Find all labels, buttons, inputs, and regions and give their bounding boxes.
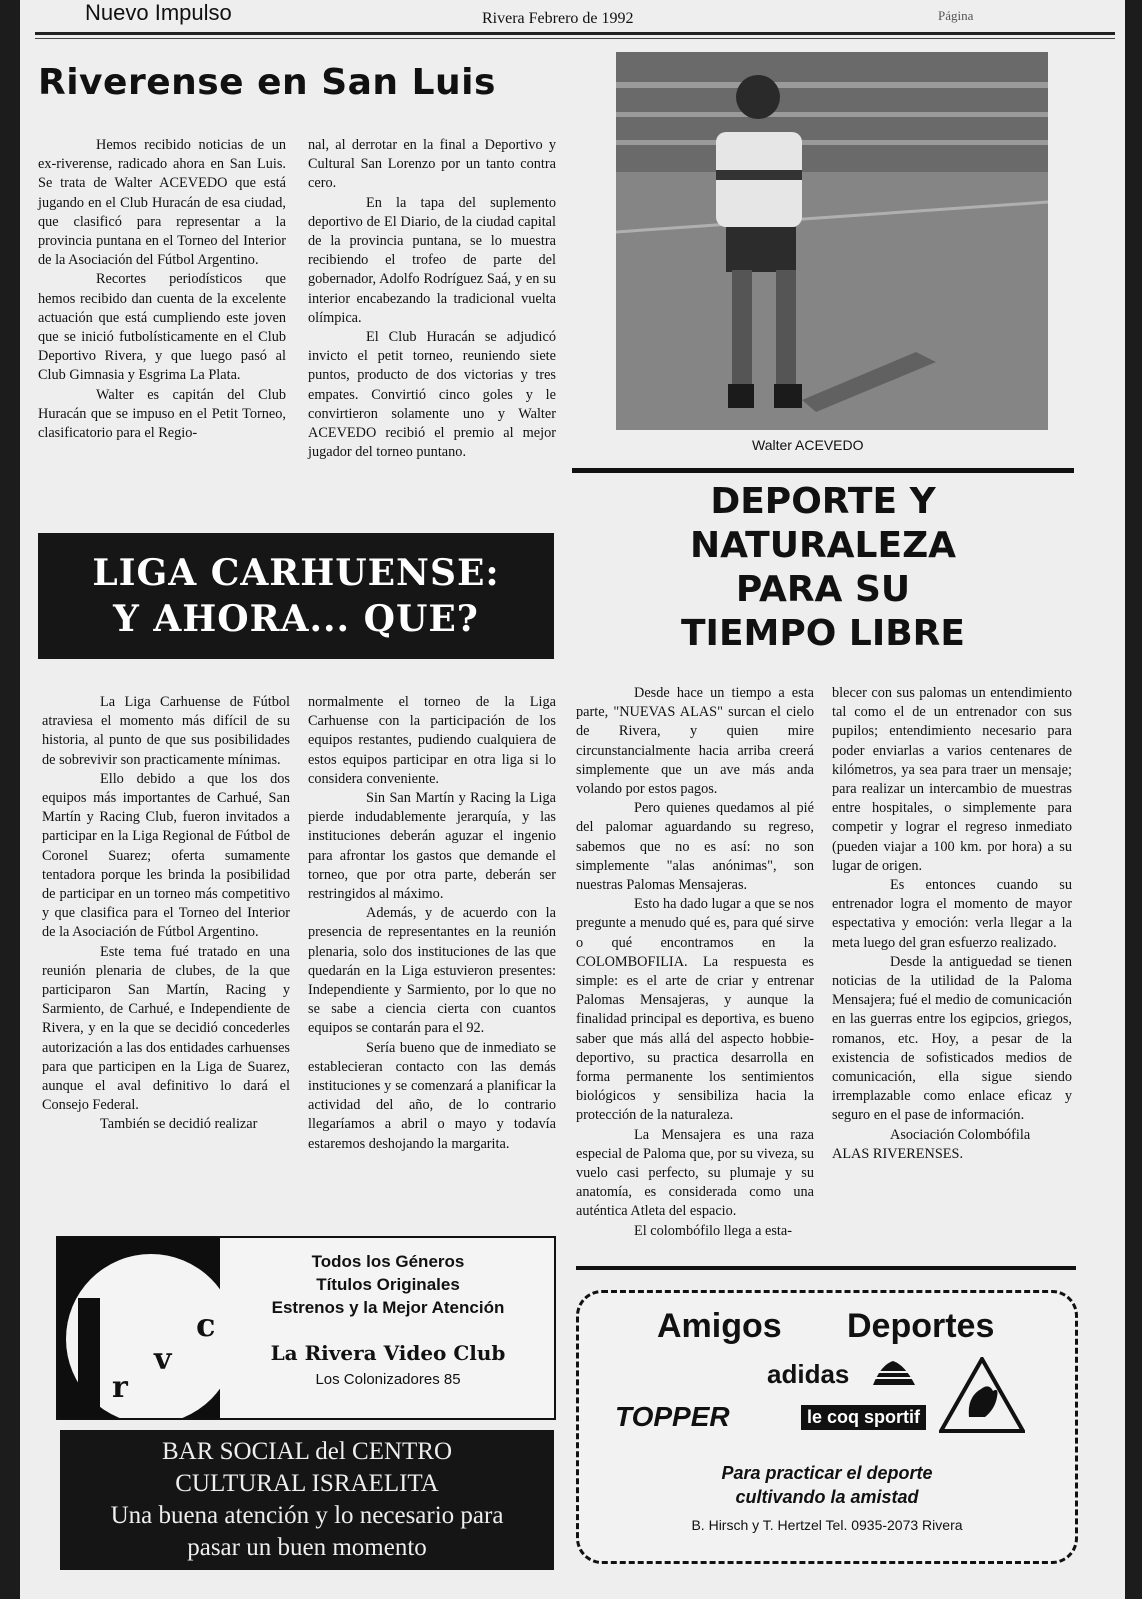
ad-word-deportes: Deportes [847,1307,995,1345]
newspaper-name: Nuevo Impulso [85,0,232,25]
paragraph: Desde la antiguedad se tienen noticias de la utilidad de la Paloma Mensajera; fué el medio de comunicación en las guerras entre los egipcios, griegos, romanos, etc. Hoy, a pesar de la existencia de sofisticados medios de comunicación, ella sigue siendo irremplazable como enlace eficaz y seguro en el pase de información. [832,953,1072,1124]
issue-date: Rivera Febrero de 1992 [482,10,634,27]
ad-word-amigos: Amigos [657,1307,782,1345]
paragraph: Este tema fué tratado en una reunión plenaria de clubes, de la que participaron San Martín, Racing y Sarmiento, de Carhué, e Independiente de Rivera, y en la que se decidió concederles autorización a las dos entidades carhuenses para que participen en la Liga de Suarez, aunque el aval definitivo lo dará el Consejo Federal. [42,943,290,1114]
player-photo-illustration [616,52,1048,430]
ad-slogan-2: cultivando la amistad [735,1487,919,1507]
header-rule [35,32,1115,35]
paragraph: Pero quienes quedamos al pié del palomar aguardando su regreso, sabemos que no es así: no son simplemente "alas anónimas", son nuestras Palomas Mensajeras. [576,800,814,894]
paragraph: nal, al derrotar en la final a Deportivo y Cultural San Lorenzo por un tanto contra cero. [308,137,556,192]
paragraph: La Liga Carhuense de Fútbol atraviesa el momento más difícil de su historia, al punto de que sus posibilidades de sobrevivir son practicamente mínimas. [42,694,290,768]
ad-divider [576,1266,1076,1270]
paragraph: Sería bueno que de inmediato se establecieran contacto con las demás instituciones y se comenzará a planificar la actividad del año, de lo contrario llegaríamos a abril o mayo y todavía estaremos deshojando la margarita. [308,1039,556,1152]
banner-line-2: Y AHORA... QUE? [113,598,479,640]
paragraph: Hemos recibido noticias de un ex-riverense, radicado ahora en San Luis. Se trata de Walter ACEVEDO que está jugando en el Club Huracán de esa ciudad, que clasificó para representar a la provincia puntana en el Torneo del Interior de la Asociación del Fútbol Argentino. [38,137,286,269]
article-title-liga-carhuense [38,533,554,659]
title-line: PARA SU [735,569,911,610]
section-divider [572,468,1074,473]
ad-slogan-1: Para practicar el deporte [721,1463,933,1483]
topper-logo: TOPPER [615,1401,730,1432]
paragraph: Recortes periodísticos que hemos recibido dan cuenta de la excelente actuación que está cumpliendo este joven que se inició futbolísticamente en el Club Deportivo Rivera, y que luego pasó al Club Gimnasia y Esgrima La Plata. [38,271,286,384]
paragraph: La Mensajera es una raza especial de Paloma que, por su viveza, su vuelo casi perfecto, su plumaje y su anatomía, es considerada como una auténtica Atleta del espacio. [576,1126,814,1220]
paragraph: normalmente el torneo de la Liga Carhuense con la participación de los equipos restantes, pudiendo cualquiera de estos equipos participar en otra liga si lo considera conveniente. [308,694,556,787]
ad-contact: B. Hirsch y T. Hertzel Tel. 0935-2073 Rivera [691,1517,963,1533]
rooster-triangle-icon [939,1357,1025,1433]
video-club-name: La Rivera Video Club [270,1341,506,1365]
video-club-logo [58,1238,220,1418]
adidas-trefoil-icon [871,1357,917,1387]
article3-column-2 [832,684,1072,1164]
ad-line: Una buena atención y lo necesario para [110,1502,504,1529]
article-title-riverense: Riverense en San Luis [38,62,496,103]
paragraph: El Club Huracán se adjudicó invicto el petit torneo, reuniendo siete puntos, producto de dos victorias y tres empates. Convirtió cinco goles y le convirtieron solamente uno y Walter ACEVEDO recibió el premio al mejor jugador del torneo puntano. [308,329,556,461]
paragraph: También se decidió realizar [100,1116,258,1133]
paragraph: El colombófilo llega a esta- [634,1222,793,1239]
title-line: DEPORTE Y [710,481,936,522]
adidas-logo: adidas [767,1359,850,1389]
video-club-address: Los Colonizadores 85 [315,1371,461,1388]
newspaper-page [20,0,1125,1599]
paragraph: Además, y de acuerdo con la presencia de representantes en la reunión plenaria, solo dos instituciones de las que quedarán en la Liga estuvieron presentes: Independiente y Sarmiento, por lo que no se sabe a ciencia cierta con cuantos equipos se contarán para el 92. [308,905,556,1037]
article3-column-1 [576,684,814,1241]
ad-line: Títulos Originales [316,1275,460,1294]
signature-name: ALAS RIVERENSES. [832,1145,964,1162]
ad-line: pasar un buen momento [187,1534,427,1561]
article-title-deporte-naturaleza [572,480,1074,656]
ad-line: Todos los Géneros [311,1252,465,1271]
paragraph: Es entonces cuando su entrenador logra el momento de mayor espectativa y emoción: verla llegar a la meta luego del gran esfuerzo realizado. [832,877,1072,951]
amigos-deportes-ad [576,1290,1078,1564]
article1-column-1 [38,136,286,443]
banner-line-1: LIGA CARHUENSE: [92,552,500,594]
ad-line: Estrenos y la Mejor Atención [271,1298,505,1317]
paragraph: En la tapa del suplemento deportivo de El Diario, de la ciudad capital de la provincia puntana, se lo muestra recibiendo el trofeo de parte del gobernador, Adolfo Rodríguez Saá, y en su interior encabezando la tradicional vuelta olímpica. [308,194,556,326]
player-photo [616,52,1048,430]
page-label: Página [938,8,974,23]
video-club-text [228,1250,548,1388]
le-coq-sportif-logo: le coq sportif [801,1405,926,1430]
header-rule-thin [35,38,1115,39]
article1-column-2 [308,136,556,462]
title-line: NATURALEZA [689,525,957,566]
signature-line: Asociación Colombófila [890,1126,1031,1143]
paragraph: blecer con sus palomas un entendimiento tal como el de un entrenador con sus pupilos; entendimiento necesario para poder enviarlas a varios centenares de kilómetros, ya sea para traer un mensaje; para realizar un intercambio de muestras entre hospitales, o simplemente para competir y lograr el regreso inmediato (pueden viajar a 100 km. por hora) a su lugar de origen. [832,685,1072,874]
ad-line: CULTURAL ISRAELITA [175,1470,439,1497]
title-line: TIEMPO LIBRE [681,613,965,654]
logo-letter-v: v [154,1342,172,1377]
logo-letter-r: r [112,1370,128,1405]
bar-social-ad [60,1430,554,1570]
paragraph: Esto ha dado lugar a que se nos pregunte a menudo qué es, para qué sirve o qué encontramos en la COLOMBOFILIA. La respuesta es simple: es el arte de criar y entrenar Palomas Mensajeras, y aunque la finalidad principal es deportiva, es bueno saber que más allá del aspecto hobbie-deportivo, su practica desarrolla en forma permanente los sentimientos biológicos y sensibiliza hacia la protección de la naturaleza. [576,896,814,1124]
logo-letter-c: c [196,1306,216,1344]
photo-caption: Walter ACEVEDO [752,437,864,453]
paragraph: Ello debido a que los dos equipos más importantes de Carhué, San Martín y Racing Club, fueron invitados a participar en la Liga Regional de Fútbol de Coronel Suarez; oferta sumamente tentadora porque les brinda la posibilidad de participar en un torneo más competitivo y que clasifica para el Torneo del Interior de la Asociación de Fútbol Argentino. [42,770,290,941]
article2-column-1 [42,693,290,1135]
paragraph: Walter es capitán del Club Huracán que se impuso en el Petit Torneo, clasificatorio para el Regio- [38,386,286,442]
video-club-ad [56,1236,556,1420]
article2-column-2 [308,693,556,1154]
ad-line: BAR SOCIAL del CENTRO [161,1438,453,1465]
paragraph: Desde hace un tiempo a esta parte, "NUEVAS ALAS" surcan el cielo de Rivera, y quien mire circunstancialmente hacia arriba creerá simplemente que un ave más anda volando por estos pagos. [576,685,814,798]
paragraph: Sin San Martín y Racing la Liga pierde indudablemente jerarquía, y las instituciones deberán aguzar el ingenio para afrontar los gastos que demande el torneo, que por otra parte, deberán ser restringidos al máximo. [308,790,556,903]
